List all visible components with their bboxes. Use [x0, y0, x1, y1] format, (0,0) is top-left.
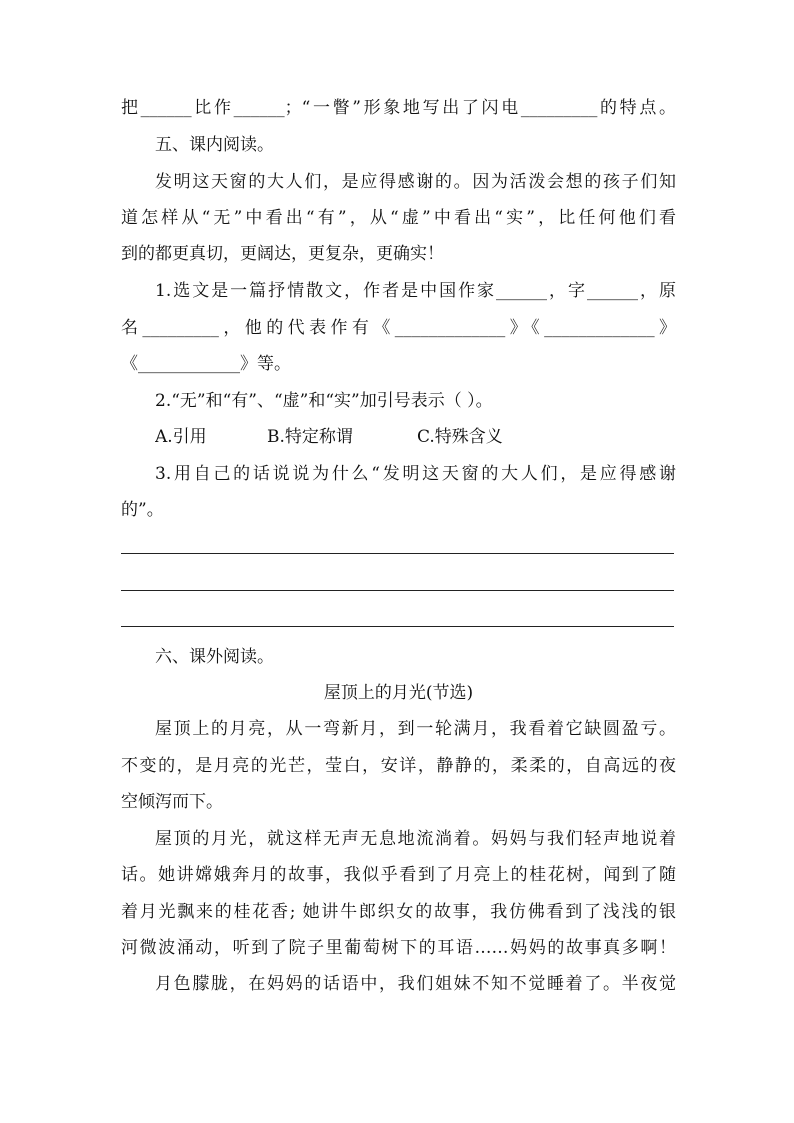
question-1-line-3: 《____________》等。: [121, 354, 291, 374]
reading-line-1: 屋顶上的月亮，从一弯新月，到一轮满月，我看着它缺圆盈亏。: [155, 719, 676, 739]
question-1-line-2: 名_________，他的代表作有《_____________》《_____________》: [121, 318, 676, 338]
question-2-options: [155, 425, 676, 449]
question-3-line-1: 3.用自己的话说说为什么“发明这天窗的大人们，是应得感谢: [155, 464, 676, 484]
answer-line-2[interactable]: [121, 590, 674, 591]
option-a[interactable]: A.引用: [155, 427, 207, 447]
option-b[interactable]: B.特定称谓: [267, 427, 353, 447]
question-2: 2.“无”和“有”、“虚”和“实”加引号表示（ ）。: [155, 391, 493, 411]
simile-question-line: 把______比作______；“一瞥”形象地写出了闪电_________的特点。: [121, 98, 676, 118]
option-c[interactable]: C.特殊含义: [417, 427, 503, 447]
question-3-line-2: 的”。: [121, 500, 164, 520]
reading-line-8: 月色朦胧，在妈妈的话语中，我们姐妹不知不觉睡着了。半夜觉: [155, 974, 676, 994]
reading-line-4: 屋顶的月光，就这样无声无息地流淌着。妈妈与我们轻声地说着: [155, 829, 676, 849]
answer-line-3[interactable]: [121, 626, 674, 627]
reading-title: 屋顶上的月光(节选): [323, 683, 474, 703]
passage-line-1: 发明这天窗的大人们，是应得感谢的。因为活泼会想的孩子们知: [155, 172, 676, 192]
reading-line-2: 不变的，是月亮的光芒，莹白，安详，静静的，柔柔的，自高远的夜: [121, 756, 676, 776]
reading-line-3: 空倾泻而下。: [121, 792, 223, 812]
reading-line-5: 话。她讲嫦娥奔月的故事，我似乎看到了月亮上的桂花树，闻到了随: [121, 865, 676, 885]
reading-line-6: 着月光飘来的桂花香; 她讲牛郎织女的故事，我仿佛看到了浅浅的银: [121, 902, 676, 922]
passage-line-2: 道怎样从“无”中看出“有”，从“虚”中看出“实”，比任何他们看: [121, 208, 676, 228]
question-1-line-1: 1.选文是一篇抒情散文，作者是中国作家______，字______，原: [155, 281, 676, 301]
reading-line-7: 河微波涌动，听到了院子里葡萄树下的耳语……妈妈的故事真多啊！: [121, 938, 676, 958]
section-five-heading: 五、课内阅读。: [155, 135, 274, 155]
answer-line-1[interactable]: [121, 553, 674, 554]
section-six-heading: 六、课外阅读。: [155, 647, 274, 667]
passage-line-3: 到的都更真切，更阔达，更复杂，更确实！: [121, 244, 444, 264]
